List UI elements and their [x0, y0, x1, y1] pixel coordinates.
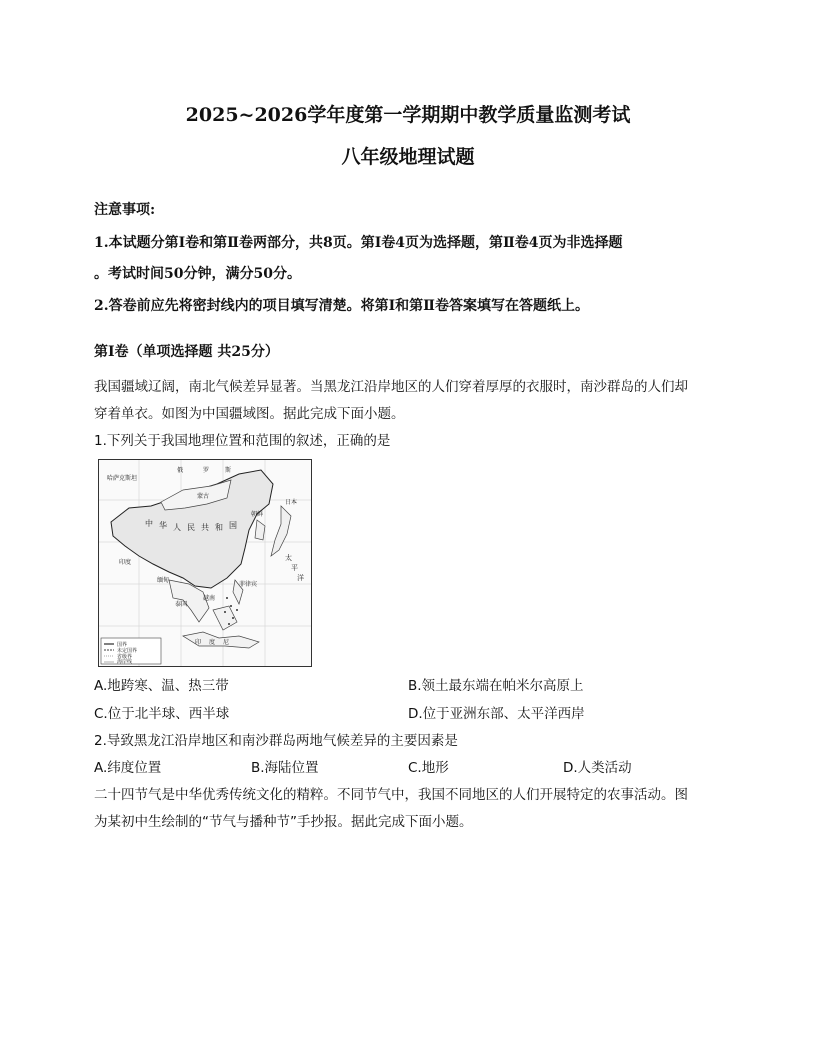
map-label-china-b: 华	[159, 521, 167, 530]
map-label-china-c: 人	[173, 523, 181, 532]
map-label-russia-b: 罗	[203, 467, 210, 474]
q1-option-d: D.位于亚洲东部、太平洋西岸	[408, 706, 585, 722]
exam-subtitle: 八年级地理试题	[341, 146, 475, 168]
map-label-pacific-a: 太	[285, 554, 292, 562]
notice-item-2: 2.答卷前应先将密封线内的项目填写清楚。将第Ⅰ和第Ⅱ卷答案填写在答题纸上。	[94, 298, 589, 314]
map-label-china-e: 共	[201, 523, 209, 532]
map-legend	[101, 638, 161, 665]
section-2-intro: 二十四节气是中华优秀传统文化的精粹。不同节气中，我国不同地区的人们开展特定的农事活动。图	[94, 787, 688, 803]
map-label-indo-c: 尼	[223, 639, 230, 646]
map-label-myanmar: 缅甸	[157, 577, 170, 584]
question-1-stem: 1.下列关于我国地理位置和范围的叙述，正确的是	[94, 433, 391, 449]
q2-option-a: A.纬度位置	[94, 760, 162, 776]
legend-item-coastline: 海岸线	[117, 659, 133, 665]
notice-item-1-cont: 。考试时间50分钟，满分50分。	[94, 266, 301, 282]
map-label-kazakh: 哈萨克斯坦	[107, 475, 138, 482]
section-intro-cont: 穿着单衣。如图为中国疆域图。据此完成下面小题。	[94, 406, 405, 422]
map-label-china-a: 中	[145, 519, 153, 528]
q2-option-c: C.地形	[408, 760, 449, 776]
map-label-russia-c: 斯	[225, 467, 232, 474]
map-label-korea: 朝鲜	[251, 511, 264, 518]
map-label-india: 印度	[119, 559, 132, 566]
map-label-russia-a: 俄	[177, 467, 184, 474]
q2-option-d: D.人类活动	[563, 760, 632, 776]
q1-option-c: C.位于北半球、西半球	[94, 706, 230, 722]
section-intro: 我国疆域辽阔，南北气候差异显著。当黑龙江沿岸地区的人们穿着厚厚的衣服时，南沙群岛的人们却	[94, 379, 688, 395]
question-2-stem: 2.导致黑龙江沿岸地区和南沙群岛两地气候差异的主要因素是	[94, 733, 458, 749]
map-label-mongolia: 蒙古	[197, 493, 210, 500]
section-2-intro-cont: 为某初中生绘制的“节气与播种节”手抄报。据此完成下面小题。	[94, 814, 473, 830]
notice-item-1: 1.本试题分第Ⅰ卷和第Ⅱ卷两部分，共8页。第Ⅰ卷4页为选择题，第Ⅱ卷4页为非选择题	[94, 235, 623, 251]
map-figure	[99, 460, 311, 666]
legend-item-undetermined-border: 未定国界	[117, 648, 138, 654]
map-label-japan: 日本	[285, 499, 298, 506]
map-label-philippines: 菲律宾	[239, 581, 258, 588]
legend-item-provincial-border: 省级界	[117, 654, 133, 660]
map-label-thailand: 泰国	[175, 601, 188, 608]
q1-option-b: B.领土最东端在帕米尔高原上	[408, 678, 584, 694]
q2-option-b: B.海陆位置	[251, 760, 319, 776]
section-heading: 第Ⅰ卷（单项选择题 共25分）	[94, 344, 279, 360]
map-label-pacific-c: 洋	[297, 574, 304, 582]
map-label-indo-b: 度	[209, 639, 216, 646]
notice-heading: 注意事项:	[94, 202, 156, 218]
map-label-china-f: 和	[215, 523, 223, 532]
map-label-indo-a: 印	[195, 639, 202, 646]
map-label-vietnam: 越南	[203, 595, 216, 602]
china-territory-map	[98, 459, 312, 667]
exam-title: 2025~2026学年度第一学期期中教学质量监测考试	[185, 104, 631, 126]
map-label-china-d: 民	[187, 523, 195, 532]
map-label-china-g: 国	[229, 521, 237, 530]
legend-item-national-border: 国界	[117, 642, 128, 648]
map-label-pacific-b: 平	[291, 564, 298, 572]
q1-option-a: A.地跨寒、温、热三带	[94, 678, 229, 694]
